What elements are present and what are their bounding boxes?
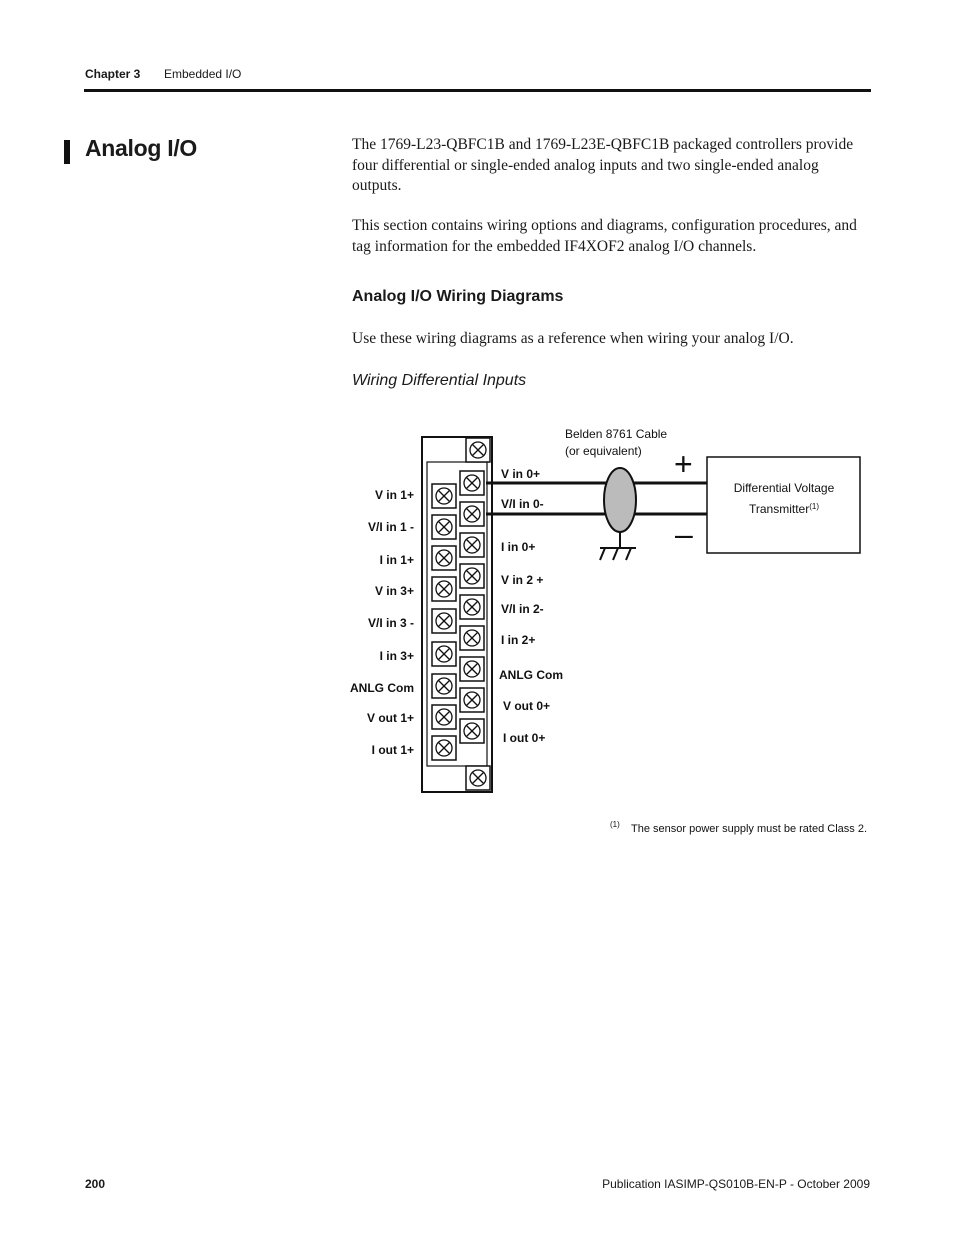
left-terminal-label: V in 1+: [374, 488, 414, 502]
right-terminal-label: I in 0+: [501, 540, 536, 554]
right-terminal-label: V in 0+: [501, 467, 541, 481]
ground-icon: [600, 548, 636, 560]
left-terminal-label: I in 3+: [379, 649, 414, 663]
right-terminal-label: V/I in 0-: [501, 497, 544, 511]
terminal-left-7: [432, 674, 456, 698]
left-terminal-label: V/I in 3 -: [367, 616, 414, 630]
plus-symbol: +: [674, 446, 693, 482]
right-terminal-label: I out 0+: [503, 731, 546, 745]
terminal-left-3: [432, 546, 456, 570]
terminal-screws: [432, 438, 490, 790]
left-terminal-labels: [350, 488, 414, 757]
mounting-screw-top: [466, 438, 490, 462]
reference-paragraph: Use these wiring diagrams as a reference when wiring your analog I/O.: [352, 330, 794, 347]
footnote-marker: (1): [610, 820, 620, 829]
right-terminal-label: V in 2 +: [501, 573, 544, 587]
cable-shield: [604, 468, 636, 532]
figure-caption: Wiring Differential Inputs: [352, 372, 527, 389]
transmitter-label: Differential Voltage: [733, 481, 835, 495]
mounting-screw-bottom: [466, 766, 490, 790]
cable-label: Belden 8761 Cable: [565, 427, 668, 441]
publication-info: Publication IASIMP-QS010B-EN-P - October 2009: [602, 1177, 870, 1191]
left-terminal-label: V/I in 1 -: [367, 520, 414, 534]
right-terminal-label: I in 2+: [501, 633, 536, 647]
minus-symbol: –: [675, 516, 693, 552]
transmitter-label-2: Transmitter$^{(1)}$: [748, 502, 820, 516]
terminal-right-5: [460, 595, 484, 619]
intro-paragraph: The 1769-L23-QBFC1B and 1769-L23E-QBFC1B packaged controllers provide four differential or single-ended analog inputs and two single-ended analog outputs.: [352, 136, 854, 194]
right-terminal-label: ANLG Com: [499, 668, 563, 682]
left-terminal-label: V in 3+: [374, 584, 414, 598]
terminal-right-6: [460, 626, 484, 650]
terminal-right-9: [460, 719, 484, 743]
terminal-right-3: [460, 533, 484, 557]
section-label: Embedded I/O: [164, 67, 242, 81]
page-title: Analog I/O: [85, 135, 198, 161]
left-terminal-label: ANLG Com: [350, 681, 414, 695]
right-terminal-labels: [499, 467, 563, 745]
left-terminal-label: V out 1+: [366, 711, 414, 725]
left-terminal-label: I in 1+: [379, 553, 414, 567]
terminal-right-4: [460, 564, 484, 588]
chapter-label: Chapter 3: [85, 67, 141, 81]
footnote-text: The sensor power supply must be rated Class 2.: [631, 823, 868, 835]
terminal-left-8: [432, 705, 456, 729]
right-terminal-label: V/I in 2-: [501, 602, 544, 616]
terminal-right-7: [460, 657, 484, 681]
terminal-right-2: [460, 502, 484, 526]
terminal-left-5: [432, 609, 456, 633]
cable-equivalent-label: (or equivalent): [565, 444, 642, 458]
terminal-left-2: [432, 515, 456, 539]
left-terminal-label: I out 1+: [371, 743, 414, 757]
terminal-left-9: [432, 736, 456, 760]
page-number: 200: [85, 1177, 106, 1191]
terminal-left-1: [432, 484, 456, 508]
terminal-right-8: [460, 688, 484, 712]
terminal-left-6: [432, 642, 456, 666]
subheading: Analog I/O Wiring Diagrams: [352, 288, 564, 305]
terminal-right-1: [460, 471, 484, 495]
right-terminal-label: V out 0+: [503, 699, 551, 713]
terminal-left-4: [432, 577, 456, 601]
section-paragraph: This section contains wiring options and diagrams, configuration procedures, and tag information for the embedded IF4XOF2 analog I/O channels.: [352, 217, 857, 255]
